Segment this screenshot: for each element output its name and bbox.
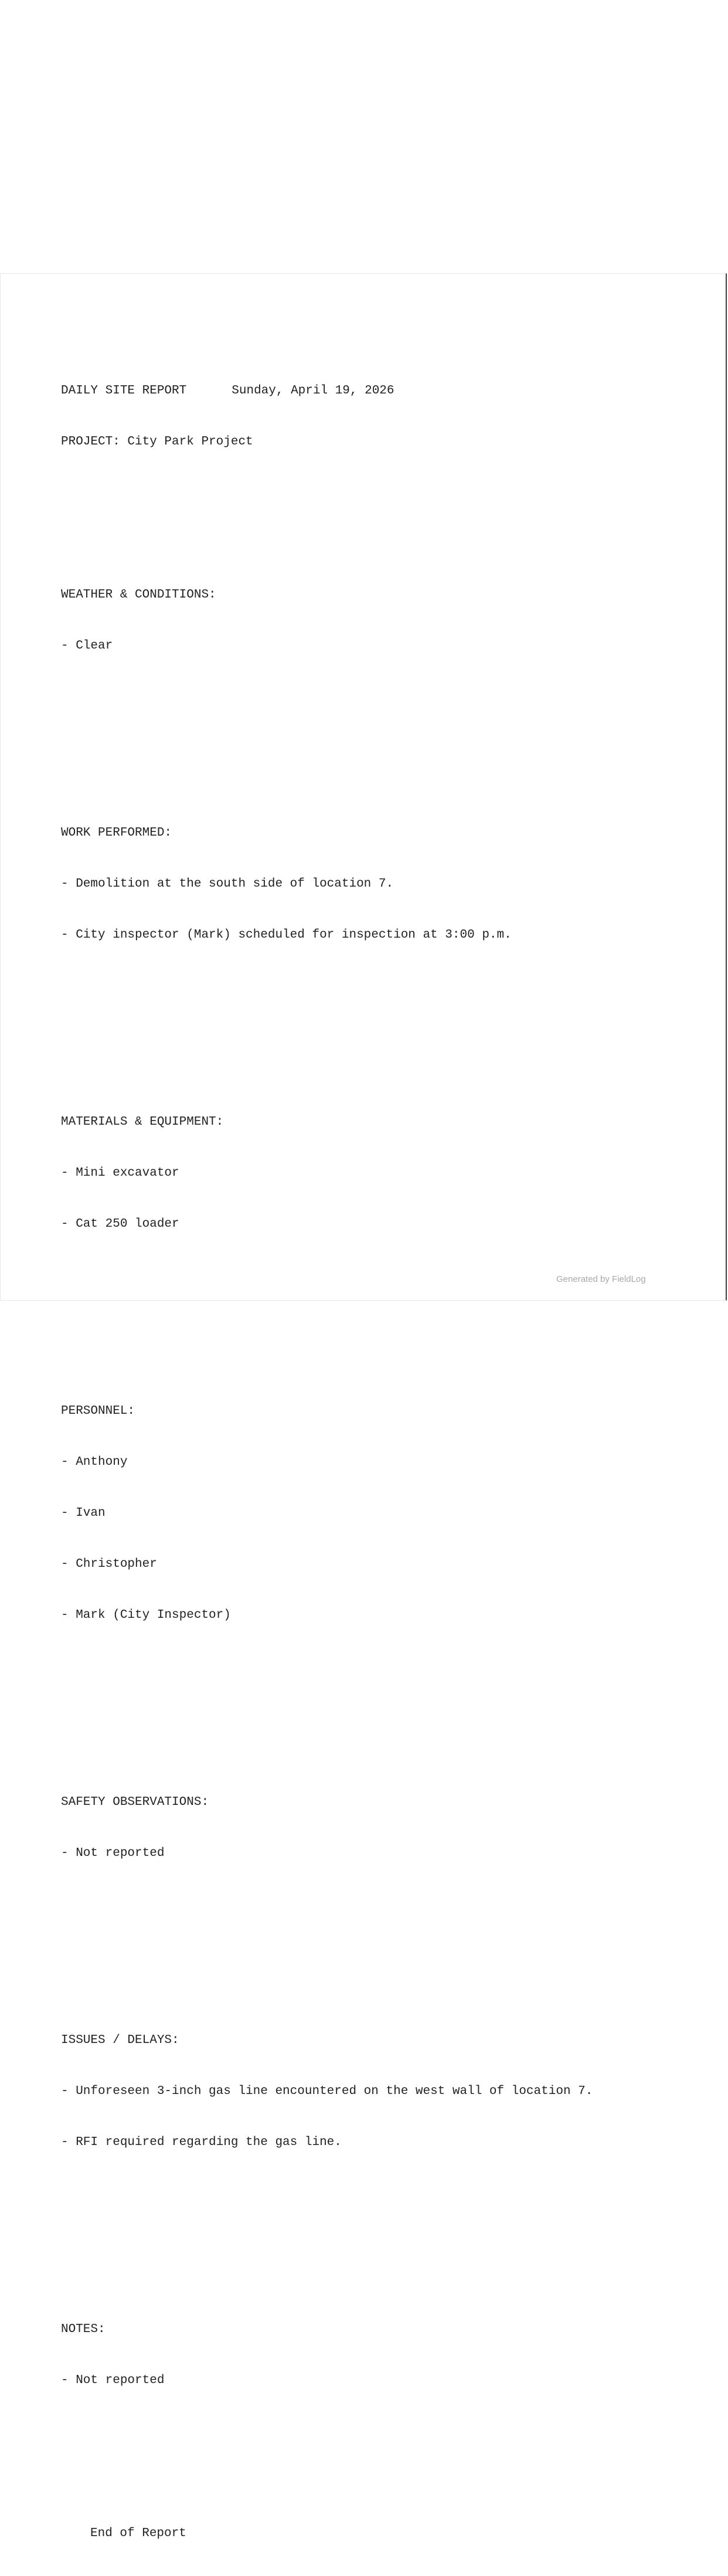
section-heading: NOTES: [61,2323,106,2336]
end-of-report: End of Report [90,2527,186,2540]
section-item: - Ivan [61,1506,106,1520]
section-heading: PERSONNEL: [61,1404,135,1418]
generated-by-footer: Generated by FieldLog [556,1274,646,1284]
section-notes [61,2287,593,2423]
section-heading: WORK PERFORMED: [61,826,172,840]
section-item: - Anthony [61,1455,128,1469]
section-work-performed [61,790,593,978]
report-body [61,348,593,2576]
report-date: Sunday, April 19, 2026 [232,384,394,398]
section-item: - Unforeseen 3-inch gas line encountered on the west wall of location 7. [61,2085,593,2098]
section-heading: MATERIALS & EQUIPMENT: [61,1115,224,1129]
section-materials-equipment [61,1080,593,1267]
section-item: - Cat 250 loader [61,1217,179,1231]
section-item: - Christopher [61,1557,157,1571]
section-item: - Not reported [61,2374,165,2387]
section-item: - City inspector (Mark) scheduled for inspection at 3:00 p.m. [61,928,512,942]
section-item: - Mini excavator [61,1166,179,1180]
report-header [61,382,593,399]
project-line: PROJECT: City Park Project [61,435,253,449]
section-item: - Not reported [61,1847,165,1860]
section-weather [61,552,593,688]
section-item: - RFI required regarding the gas line. [61,2136,342,2149]
section-issues-delays [61,1998,593,2185]
section-item: - Demolition at the south side of location 7. [61,877,394,891]
section-safety-observations [61,1760,593,1896]
section-heading: SAFETY OBSERVATIONS: [61,1796,209,1809]
report-page [0,273,727,2540]
section-item: - Mark (City Inspector) [61,1608,231,1622]
section-heading: WEATHER & CONDITIONS: [61,588,216,602]
section-item: - Clear [61,639,113,653]
report-title: DAILY SITE REPORT [61,384,187,398]
section-heading: ISSUES / DELAYS: [61,2034,179,2047]
section-personnel [61,1369,593,1658]
